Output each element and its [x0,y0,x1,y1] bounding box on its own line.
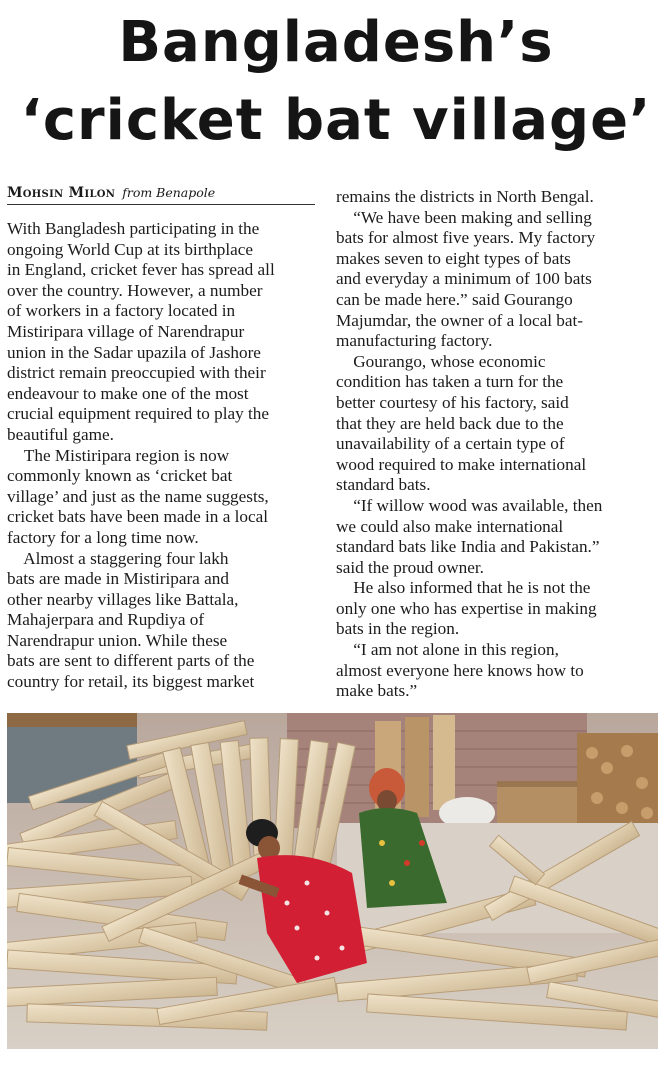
article-column-2 [336,187,654,702]
article-line: almost everyone here knows how to [336,660,584,680]
article-line: standard bats. [336,475,431,495]
article-line: bats are made in Mistiripara and [7,569,229,589]
article-line: village’ and just as the name suggests, [7,486,269,506]
article-line: bats are sent to different parts of the [7,651,255,671]
article-line: other nearby villages like Battala, [7,589,239,609]
article-line: makes seven to eight types of bats [336,248,571,268]
article-line: endeavour to make one of the most [7,383,249,403]
article-line: Gourango, whose economic [336,351,546,371]
article-line: “I am not alone in this region, [336,640,559,660]
article-line: that they are held back due to the [336,413,564,433]
article-line: manufacturing factory. [336,331,493,351]
article-line: union in the Sadar upazila of Jashore [7,342,261,362]
article-line: cricket bats have been made in a local [7,507,269,527]
article-line: Almost a staggering four lakh [7,548,229,568]
article-line: “If willow wood was available, then [336,495,603,515]
article-line: Mahajerpara and Rupdiya of [7,610,205,630]
article-line: said the proud owner. [336,557,484,577]
article-line: beautiful game. [7,424,114,444]
photo-bat-workers [7,713,658,1049]
article-line: standard bats like India and Pakistan.” [336,537,600,557]
article-line: Majumdar, the owner of a local bat- [336,310,584,330]
article-line: The Mistiripara region is now [7,445,230,465]
article-line: better courtesy of his factory, said [336,392,569,412]
article-line: crucial equipment required to play the [7,404,270,424]
article-line: only one who has expertise in making [336,598,597,618]
article-line: He also informed that he is not the [336,578,591,598]
article-line: make bats.” [336,681,418,701]
article-line: in England, cricket fever has spread all [7,260,275,280]
article-line: condition has taken a turn for the [336,372,564,392]
article-line: Narendrapur union. While these [7,630,228,650]
byline-location: from Benapole [122,185,216,200]
article-line: wood required to make international [336,454,587,474]
article-line: can be made here.” said Gourango [336,289,573,309]
article-line: With Bangladesh participating in the [7,219,260,238]
byline-author: Mohsin Milon [7,185,116,201]
article-line: country for retail, its biggest market [7,672,255,692]
article-column-1 [7,219,323,693]
article-line: we could also make international [336,516,564,536]
article-line: unavailability of a certain type of [336,434,565,454]
article-line: commonly known as ‘cricket bat [7,466,233,486]
article-line: of workers in a factory located in [7,301,236,321]
article-line: bats for almost five years. My factory [336,228,596,248]
article-line: Mistiripara village of Narendrapur [7,321,245,341]
headline-line-1: Bangladesh’s [118,10,554,75]
article-line: bats in the region. [336,619,460,639]
headline [0,4,672,160]
article-line: over the country. However, a number [7,280,263,300]
headline-line-2: ‘cricket bat village’ [20,88,652,153]
article-line: factory for a long time now. [7,527,199,547]
article-line: and everyday a minimum of 100 bats [336,269,592,289]
article-line: remains the districts in North Bengal. [336,187,594,206]
article-photo [7,713,658,1049]
article-line: “We have been making and selling [336,207,592,227]
article-line: district remain preoccupied with their [7,363,266,383]
byline [7,184,315,205]
article-line: ongoing World Cup at its birthplace [7,239,254,259]
